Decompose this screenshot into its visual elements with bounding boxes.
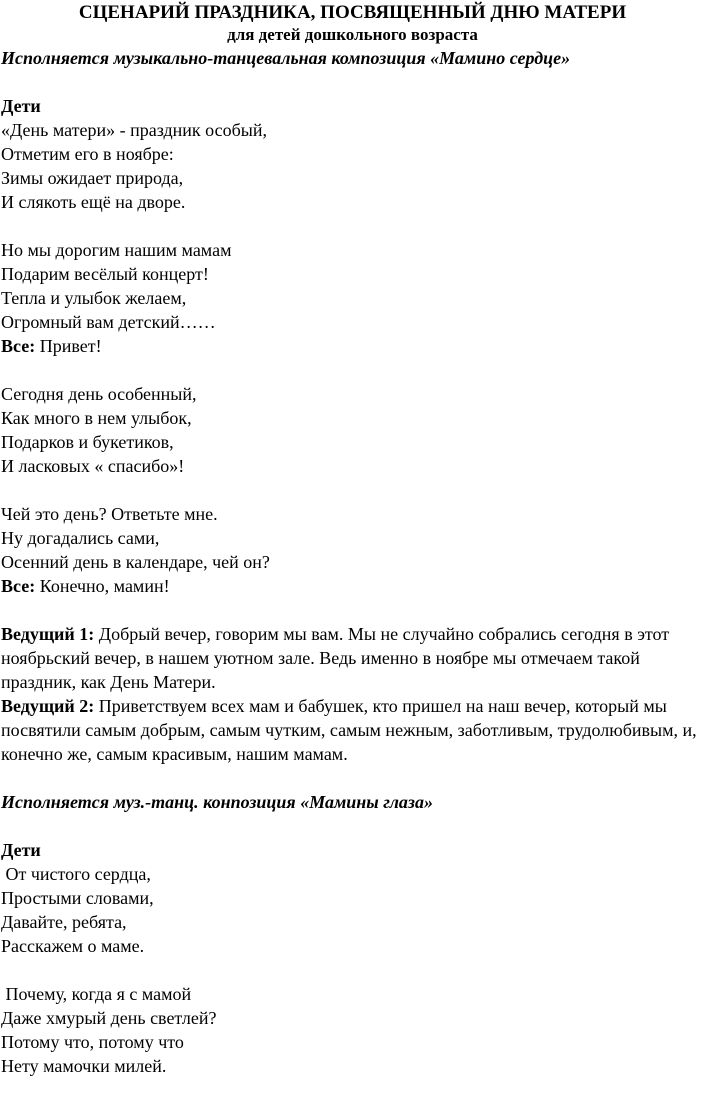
- verse-line: От чистого сердца,: [1, 864, 151, 884]
- all-label: Все:: [1, 576, 36, 596]
- verse-line: Огромный вам детский……: [1, 312, 216, 332]
- verse-line: Даже хмурый день светлей?: [1, 1008, 217, 1028]
- verse-line: Отметим его в ноябре:: [1, 144, 174, 164]
- host-2-label: Ведущий 2:: [1, 696, 95, 716]
- verse-line: Зимы ожидает природа,: [1, 168, 184, 188]
- speaker-children-1: Дети: [1, 96, 41, 116]
- verse-line: Нету мамочки милей.: [1, 1056, 167, 1076]
- host-1-speech: [1, 622, 704, 694]
- speaker-children-2: Дети: [1, 840, 41, 860]
- spacer: [1, 814, 704, 838]
- verse-line: Почему, когда я с мамой: [1, 984, 192, 1004]
- all-reply-text: Привет!: [35, 336, 102, 356]
- spacer: [1, 70, 704, 94]
- stage-direction-1: Исполняется музыкально-танцевальная композиция «Мамино сердце»: [1, 48, 571, 68]
- spacer: [1, 598, 704, 622]
- document-title: СЦЕНАРИЙ ПРАЗДНИКА, ПОСВЯЩЕННЫЙ ДНЮ МАТЕРИ: [78, 2, 627, 23]
- spacer: [1, 478, 704, 502]
- verse-line: Сегодня день особенный,: [1, 384, 197, 404]
- verse-line: Осенний день в календаре, чей он?: [1, 552, 270, 572]
- all-reply-1: [1, 334, 704, 358]
- verse-line: Чей это день? Ответьте мне.: [1, 504, 218, 524]
- spacer: [1, 214, 704, 238]
- verse-line: «День матери» - праздник особый,: [1, 120, 268, 140]
- spacer: [1, 958, 704, 982]
- all-label: Все:: [1, 336, 36, 356]
- all-reply-2: [1, 574, 704, 598]
- verse-line: Давайте, ребята,: [1, 912, 127, 932]
- host-1-text: Добрый вечер, говорим мы вам. Мы не случайно собрались сегодня в этот ноябрьский вечер, в нашем уютном зале. Ведь именно в ноябре мы отмечаем такой праздник, как День Матери.: [1, 624, 670, 692]
- verse-line: Подарков и букетиков,: [1, 432, 174, 452]
- verse-line: Простыми словами,: [1, 888, 154, 908]
- verse-line: И ласковых « спасибо»!: [1, 456, 185, 476]
- host-1-label: Ведущий 1:: [1, 624, 95, 644]
- spacer: [1, 358, 704, 382]
- document-page: [0, 2, 704, 1094]
- verse-line: Ну догадались сами,: [1, 528, 160, 548]
- verse-line: Потому что, потому что: [1, 1032, 184, 1052]
- host-2-text: Приветствуем всех мам и бабушек, кто пришел на наш вечер, который мы посвятили самым добрым, самым чутким, самым нежным, заботливым, трудолюбивым, и, конечно же, самым красивым, нашим мамам.: [1, 696, 697, 764]
- verse-line: И слякоть ещё на дворе.: [1, 192, 186, 212]
- spacer: [1, 766, 704, 790]
- verse-line: Но мы дорогим нашим мамам: [1, 240, 232, 260]
- document-subtitle: для детей дошкольного возраста: [227, 25, 478, 44]
- verse-line: Подарим весёлый концерт!: [1, 264, 209, 284]
- verse-line: Расскажем о маме.: [1, 936, 145, 956]
- verse-line: Как много в нем улыбок,: [1, 408, 192, 428]
- all-reply-text: Конечно, мамин!: [35, 576, 170, 596]
- verse-line: Тепла и улыбок желаем,: [1, 288, 187, 308]
- stage-direction-2: Исполняется муз.-танц. конпозиция «Мамины глаза»: [1, 792, 433, 812]
- host-2-speech: [1, 694, 704, 766]
